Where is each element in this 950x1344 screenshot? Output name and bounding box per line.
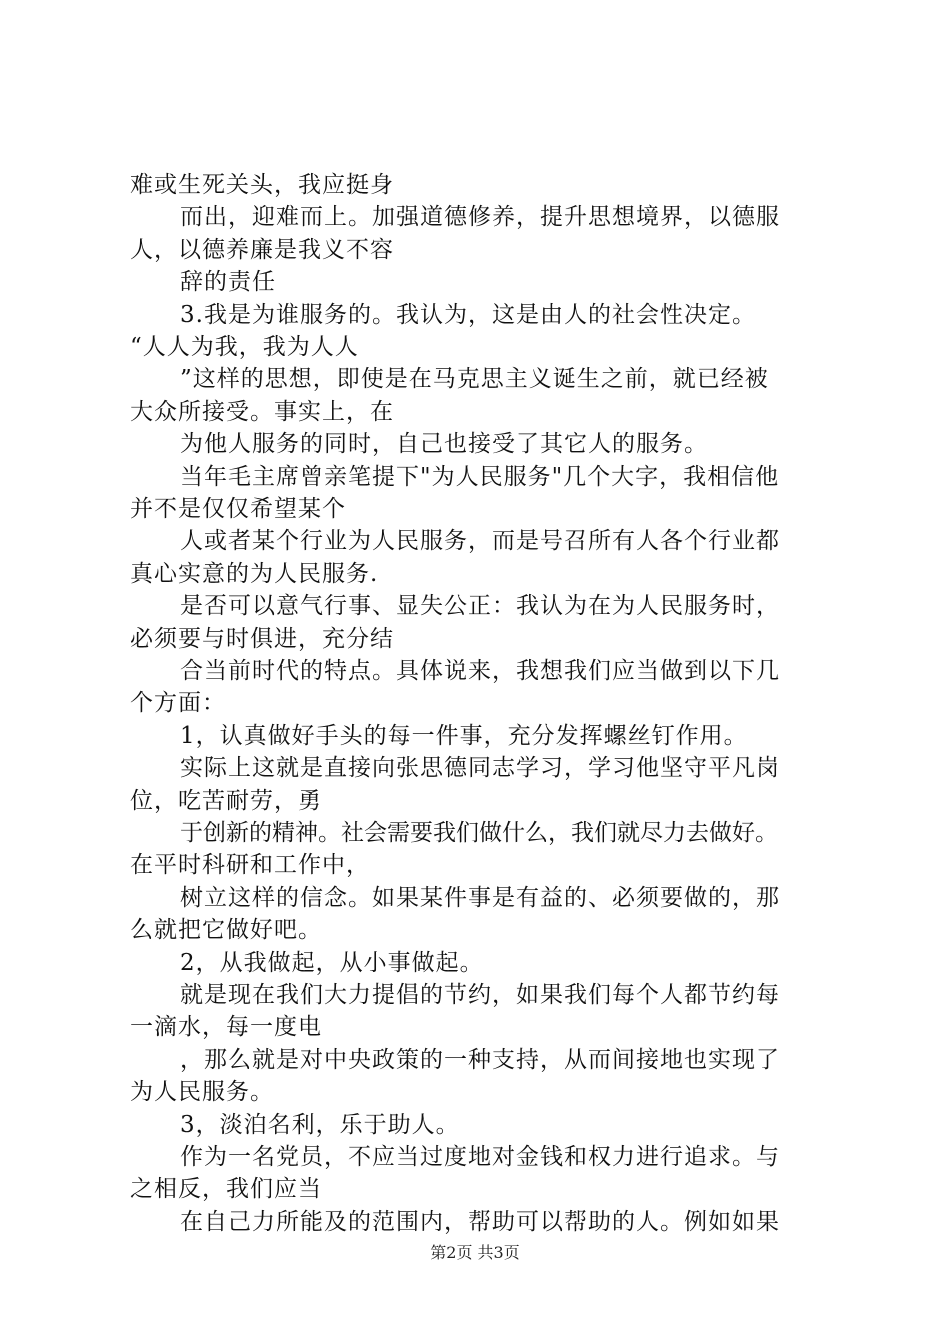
text-line: 3.我是为谁服务的。我认为，这是由人的社会性决定。 bbox=[180, 301, 756, 328]
text-line: 就是现在我们大力提倡的节约，如果我们每个人都节约每 bbox=[180, 982, 780, 1008]
text-line: 树立这样的信念。如果某件事是有益的、必须要做的，那 bbox=[180, 884, 780, 911]
text-line: ，那么就是对中央政策的一种支持，从而间接地也实现了 bbox=[180, 1046, 780, 1073]
text-line: 么就把它做好吧。 bbox=[130, 917, 322, 944]
text-line: 并不是仅仅希望某个 bbox=[130, 496, 346, 522]
text-line: ”这样的思想，即使是在马克思主义诞生之前，就已经被 bbox=[180, 366, 769, 393]
text-line: 难或生死关头，我应挺身 bbox=[130, 172, 394, 198]
text-line: 人或者某个行业为人民服务，而是号召所有人各个行业都 bbox=[180, 528, 780, 555]
text-line: 于创新的精神。社会需要我们做什么，我们就尽力去做好。 bbox=[180, 820, 778, 846]
text-line: 实际上这就是直接向张思德同志学习，学习他坚守平凡岗 bbox=[180, 755, 780, 782]
text-line: 作为一名党员，不应当过度地对金钱和权力进行追求。与 bbox=[180, 1144, 780, 1170]
text-line: 3，淡泊名利，乐于助人。 bbox=[180, 1111, 460, 1138]
text-line: 人，以德养廉是我义不容 bbox=[130, 236, 394, 263]
text-line: 2，从我做起，从小事做起。 bbox=[180, 949, 484, 976]
text-line: 在自己力所能及的范围内，帮助可以帮助的人。例如如果 bbox=[180, 1208, 780, 1235]
text-line: 为他人服务的同时，自己也接受了其它人的服务。 bbox=[180, 431, 708, 458]
text-line: 为人民服务。 bbox=[130, 1079, 274, 1106]
text-line: 是否可以意气行事、显失公正：我认为在为人民服务时， bbox=[180, 593, 780, 620]
text-line: 个方面： bbox=[130, 690, 226, 717]
text-line: 位，吃苦耐劳，勇 bbox=[130, 787, 322, 814]
text-line: 在平时科研和工作中， bbox=[130, 852, 370, 879]
text-line: 之相反，我们应当 bbox=[130, 1176, 322, 1203]
text-line: 辞的责任 bbox=[180, 269, 276, 296]
text-line: 大众所接受。事实上，在 bbox=[130, 398, 394, 425]
text-line: 而出，迎难而上。加强道德修养，提升思想境界，以德服 bbox=[180, 204, 780, 231]
text-line: 一滴水，每一度电 bbox=[130, 1014, 322, 1041]
text-line: 真心实意的为人民服务. bbox=[130, 560, 379, 587]
text-line: 合当前时代的特点。具体说来，我想我们应当做到以下几 bbox=[180, 658, 780, 684]
page-number: 第2页 共3页 bbox=[430, 1243, 520, 1262]
text-line: 1，认真做好手头的每一件事，充分发挥螺丝钉作用。 bbox=[180, 722, 748, 749]
text-line: 必须要与时俱进，充分结 bbox=[130, 625, 394, 652]
text-line: 当年毛主席曾亲笔提下"为人民服务"几个大字，我相信他 bbox=[180, 463, 780, 490]
text-line: “人人为我，我为人人 bbox=[130, 334, 359, 360]
